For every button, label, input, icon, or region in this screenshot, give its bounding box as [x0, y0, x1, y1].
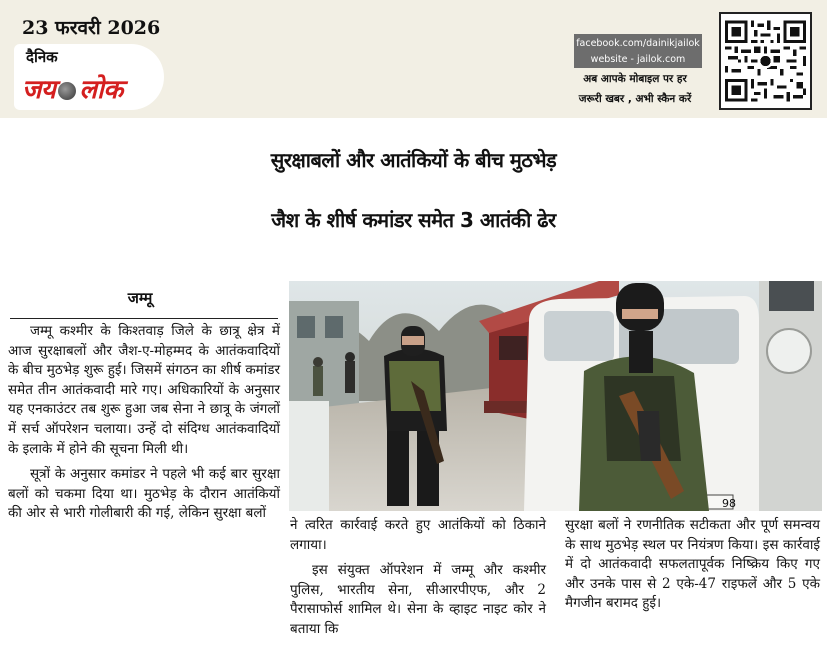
website-link[interactable]: website - jailok.com [590, 54, 686, 65]
article-column-2 [290, 516, 546, 646]
column-2-paragraph-1: ने त्वरित कार्रवाई करते हुए आतंकियों को ठिकाने लगाया। [290, 517, 546, 553]
dateline: जम्मू [127, 289, 153, 307]
column-2-paragraph-2: इस संयुक्त ऑपरेशन में जम्मू और कश्मीर पुलिस, भारतीय सेना, सीआरपीएफ, और 2 पैरासाफोर्स शामिल थे। सेना के व्हाइट नाइट कोर ने बताया कि [290, 562, 546, 637]
logo-word-jai: जय [22, 75, 56, 105]
social-links-box [574, 34, 702, 68]
qr-code-graphic [725, 18, 806, 104]
column-1-paragraph-1: जम्मू कश्मीर के किश्तवाड़ जिले के छात्रू क्षेत्र में आज सुरक्षाबलों और जैश-ए-मोहम्मद के आतंकवादियों के बीच मुठभेड़ शुरू हुई। जिसमें संगठन का शीर्ष कमांडर समेत तीन आतंकवादी मारे गए। अधिकारियों के अनुसार यह एनकाउंटर तब शुरू हुआ जब सेना ने छात्रू के जंगलों में सर्च ऑपरेशन चलाया। उन्हें दो संदिग्ध आतंकवादियों के इलाके में होने की सूचना मिली थी। [8, 323, 280, 457]
dateline-block [0, 288, 280, 308]
logo-wordmark [22, 70, 123, 106]
scan-prompt-line-1: अब आपके मोबाइल पर हर [583, 73, 687, 85]
masthead [0, 0, 827, 118]
logo-emblem-icon [58, 82, 76, 100]
qr-code-icon[interactable] [719, 12, 812, 110]
scan-prompt-line-2: जरूरी खबर , अभी स्कैन करें [578, 93, 692, 105]
article-column-1 [8, 322, 280, 530]
newspaper-logo[interactable] [14, 44, 164, 110]
logo-word-lok: लोक [79, 75, 123, 105]
logo-prefix: दैनिक [26, 48, 58, 66]
news-photo-illustration [289, 281, 822, 511]
column-3-paragraph-1: सुरक्षा बलों ने रणनीतिक सटीकता और पूर्ण समन्वय के साथ मुठभेड़ स्थल पर नियंत्रण किया। इस कार्रवाई में दो आतंकवादी सफलतापूर्वक निष्क्रिय किए गए और उनके पास से 2 एके-47 राइफलें और 5 एके मैगजीन बरामद हुई। [565, 517, 820, 612]
article-column-3 [565, 516, 820, 620]
news-photo[interactable] [289, 281, 822, 511]
headline-line-2: जैश के शीर्ष कमांडर समेत 3 आतंकी ढेर [271, 208, 556, 232]
issue-date: 23 फरवरी 2026 [22, 17, 161, 39]
vehicle-number-plate: 98 [722, 497, 736, 510]
headline-line-1: सुरक्षाबलों और आतंकियों के बीच मुठभेड़ [270, 148, 557, 172]
dateline-divider [10, 318, 278, 319]
column-1-paragraph-2: सूत्रों के अनुसार कमांडर ने पहले भी कई बार सुरक्षा बलों को चकमा दिया था। मुठभेड़ के दौरान आतंकियों की ओर से भारी गोलीबारी की गई, लेकिन सुरक्षा बलों [8, 466, 280, 522]
facebook-link[interactable]: facebook.com/dainikjailok [576, 38, 700, 49]
